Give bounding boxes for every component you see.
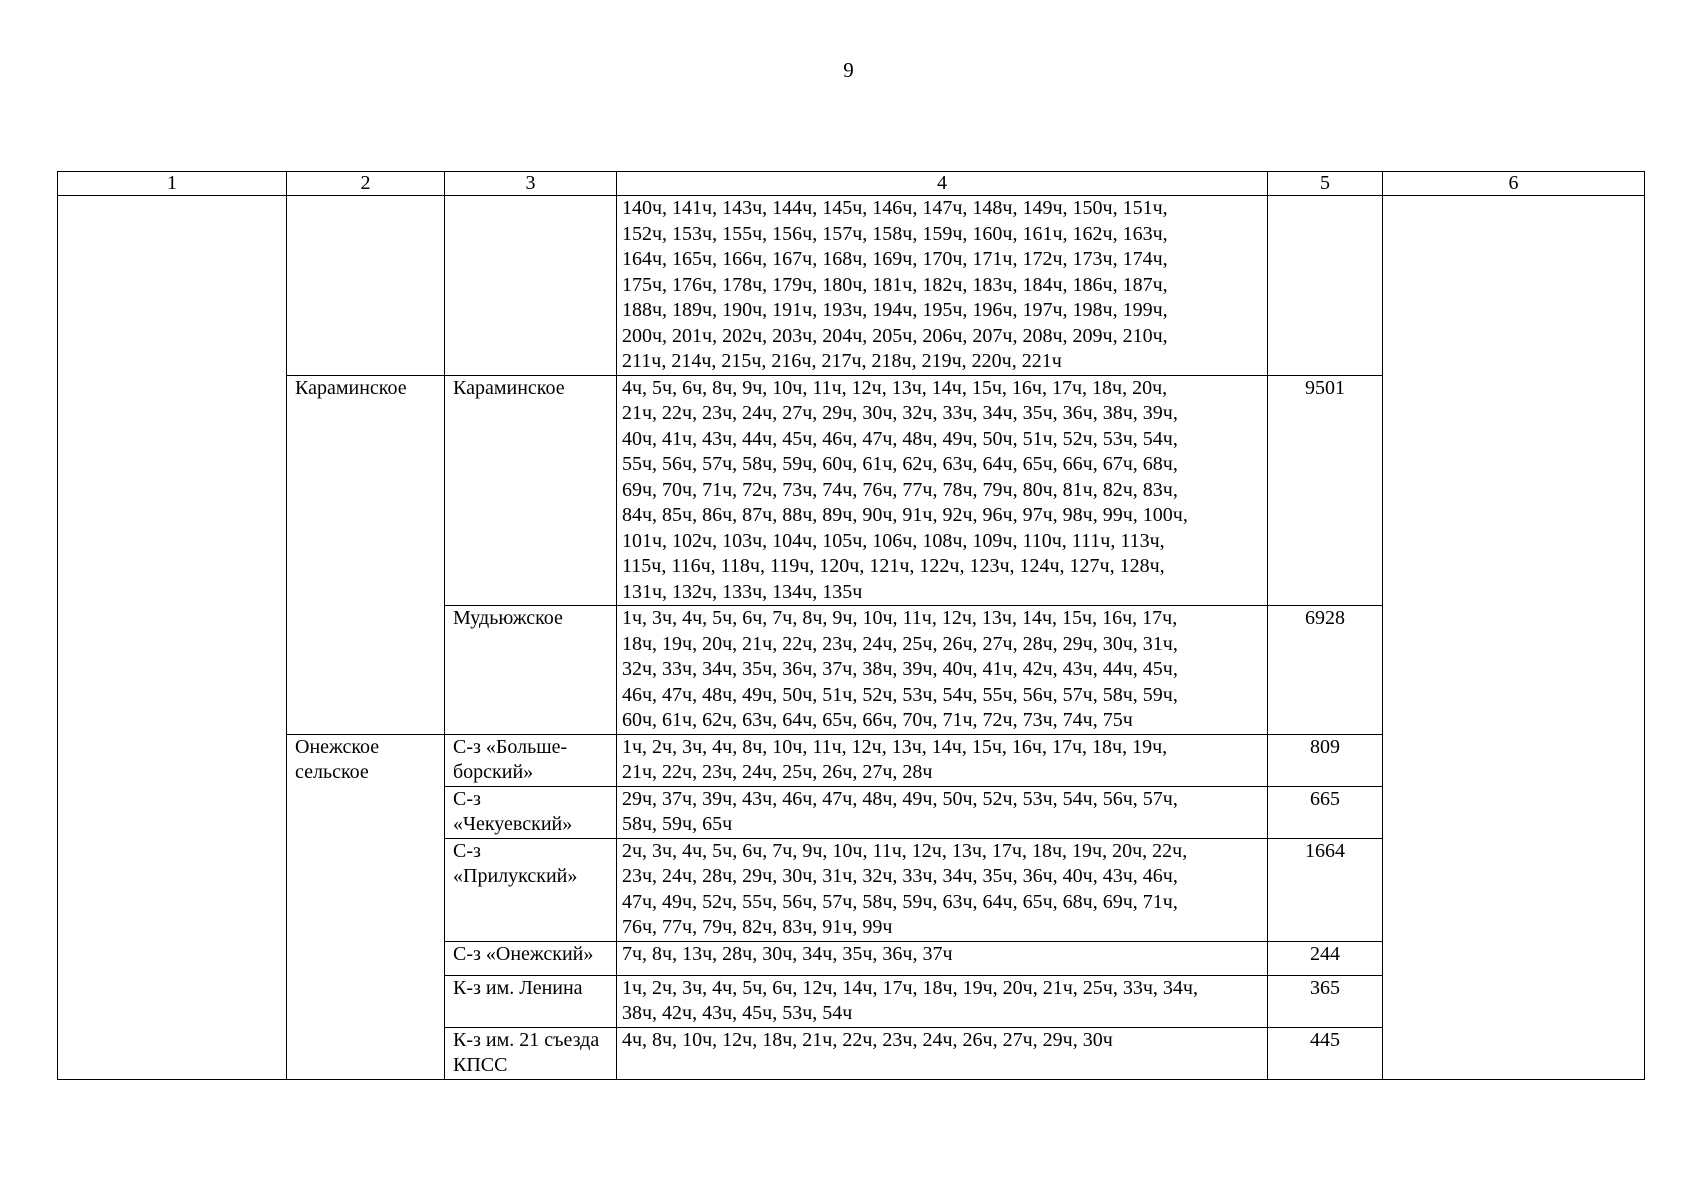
farm-name: Мудьюжское	[445, 606, 617, 735]
settlement-name: Караминское	[287, 375, 445, 734]
col3-cell	[445, 196, 617, 376]
farm-name: К-з им. 21 съезда КПСС	[445, 1027, 617, 1079]
plot-list-cell: 4ч, 8ч, 10ч, 12ч, 18ч, 21ч, 22ч, 23ч, 24ч, 26ч, 27ч, 29ч, 30ч	[617, 1027, 1268, 1079]
farm-name: С-з «Чекуевский»	[445, 786, 617, 838]
plot-list-cell: 1ч, 3ч, 4ч, 5ч, 6ч, 7ч, 8ч, 9ч, 10ч, 11ч, 12ч, 13ч, 14ч, 15ч, 16ч, 17ч, 18ч, 19ч, 20ч, 21ч, 22ч, 23ч, 24ч, 25ч, 26ч, 27ч, 28ч, 29ч, 30ч, 31ч, 32ч, 33ч, 34ч, 35ч, 36ч, 37ч, 38ч, 39ч, 40ч, 41ч, 42ч, 43ч, 44ч, 45ч, 46ч, 47ч, 48ч, 49ч, 50ч, 51ч, 52ч, 53ч, 54ч, 55ч, 56ч, 57ч, 58ч, 59ч, 60ч, 61ч, 62ч, 63ч, 64ч, 65ч, 66ч, 70ч, 71ч, 72ч, 73ч, 74ч, 75ч	[617, 606, 1268, 735]
column-number-row	[58, 172, 1645, 196]
plot-list-cell: 2ч, 3ч, 4ч, 5ч, 6ч, 7ч, 9ч, 10ч, 11ч, 12ч, 13ч, 17ч, 18ч, 19ч, 20ч, 22ч, 23ч, 24ч, 28ч, 29ч, 30ч, 31ч, 32ч, 33ч, 34ч, 35ч, 36ч, 40ч, 43ч, 46ч, 47ч, 49ч, 52ч, 55ч, 56ч, 57ч, 58ч, 59ч, 63ч, 64ч, 65ч, 68ч, 69ч, 71ч, 76ч, 77ч, 79ч, 82ч, 83ч, 91ч, 99ч	[617, 838, 1268, 941]
column-number: 2	[287, 172, 445, 196]
column-number: 6	[1383, 172, 1645, 196]
column-number: 4	[617, 172, 1268, 196]
page-number: 9	[843, 58, 854, 82]
farm-name: К-з им. Ленина	[445, 975, 617, 1027]
plot-list-cell: 140ч, 141ч, 143ч, 144ч, 145ч, 146ч, 147ч, 148ч, 149ч, 150ч, 151ч, 152ч, 153ч, 155ч, 156ч, 157ч, 158ч, 159ч, 160ч, 161ч, 162ч, 163ч, 164ч, 165ч, 166ч, 167ч, 168ч, 169ч, 170ч, 171ч, 172ч, 173ч, 174ч, 175ч, 176ч, 178ч, 179ч, 180ч, 181ч, 182ч, 183ч, 184ч, 186ч, 187ч, 188ч, 189ч, 190ч, 191ч, 193ч, 194ч, 195ч, 196ч, 197ч, 198ч, 199ч, 200ч, 201ч, 202ч, 203ч, 204ч, 205ч, 206ч, 207ч, 208ч, 209ч, 210ч, 211ч, 214ч, 215ч, 216ч, 217ч, 218ч, 219ч, 220ч, 221ч	[617, 196, 1268, 376]
area-value: 809	[1268, 734, 1383, 786]
plot-list-cell: 7ч, 8ч, 13ч, 28ч, 30ч, 34ч, 35ч, 36ч, 37ч	[617, 941, 1268, 975]
col6-cell	[1383, 196, 1645, 1080]
area-value: 6928	[1268, 606, 1383, 735]
col2-cell	[287, 196, 445, 376]
farm-name: С-з «Онежский»	[445, 941, 617, 975]
area-value: 244	[1268, 941, 1383, 975]
col1-cell	[58, 196, 287, 1080]
col5-cell	[1268, 196, 1383, 376]
plot-list-cell: 1ч, 2ч, 3ч, 4ч, 8ч, 10ч, 11ч, 12ч, 13ч, 14ч, 15ч, 16ч, 17ч, 18ч, 19ч, 21ч, 22ч, 23ч, 24ч, 25ч, 26ч, 27ч, 28ч	[617, 734, 1268, 786]
area-value: 365	[1268, 975, 1383, 1027]
farm-name: Караминское	[445, 375, 617, 606]
column-number: 1	[58, 172, 287, 196]
area-value: 9501	[1268, 375, 1383, 606]
column-number: 3	[445, 172, 617, 196]
area-value: 665	[1268, 786, 1383, 838]
table-row	[58, 196, 1645, 376]
settlement-name: Онежское сельское	[287, 734, 445, 1079]
plot-list-cell: 29ч, 37ч, 39ч, 43ч, 46ч, 47ч, 48ч, 49ч, 50ч, 52ч, 53ч, 54ч, 56ч, 57ч, 58ч, 59ч, 65ч	[617, 786, 1268, 838]
column-number: 5	[1268, 172, 1383, 196]
area-value: 1664	[1268, 838, 1383, 941]
farm-name: С-з «Больше- борский»	[445, 734, 617, 786]
area-value: 445	[1268, 1027, 1383, 1079]
allotment-table	[57, 171, 1645, 1080]
plot-list-cell: 4ч, 5ч, 6ч, 8ч, 9ч, 10ч, 11ч, 12ч, 13ч, 14ч, 15ч, 16ч, 17ч, 18ч, 20ч, 21ч, 22ч, 23ч, 24ч, 27ч, 29ч, 30ч, 32ч, 33ч, 34ч, 35ч, 36ч, 38ч, 39ч, 40ч, 41ч, 43ч, 44ч, 45ч, 46ч, 47ч, 48ч, 49ч, 50ч, 51ч, 52ч, 53ч, 54ч, 55ч, 56ч, 57ч, 58ч, 59ч, 60ч, 61ч, 62ч, 63ч, 64ч, 65ч, 66ч, 67ч, 68ч, 69ч, 70ч, 71ч, 72ч, 73ч, 74ч, 76ч, 77ч, 78ч, 79ч, 80ч, 81ч, 82ч, 83ч, 84ч, 85ч, 86ч, 87ч, 88ч, 89ч, 90ч, 91ч, 92ч, 96ч, 97ч, 98ч, 99ч, 100ч, 101ч, 102ч, 103ч, 104ч, 105ч, 106ч, 108ч, 109ч, 110ч, 111ч, 113ч, 115ч, 116ч, 118ч, 119ч, 120ч, 121ч, 122ч, 123ч, 124ч, 127ч, 128ч, 131ч, 132ч, 133ч, 134ч, 135ч	[617, 375, 1268, 606]
farm-name: С-з «Прилукский»	[445, 838, 617, 941]
plot-list-cell: 1ч, 2ч, 3ч, 4ч, 5ч, 6ч, 12ч, 14ч, 17ч, 18ч, 19ч, 20ч, 21ч, 25ч, 33ч, 34ч, 38ч, 42ч, 43ч, 45ч, 53ч, 54ч	[617, 975, 1268, 1027]
